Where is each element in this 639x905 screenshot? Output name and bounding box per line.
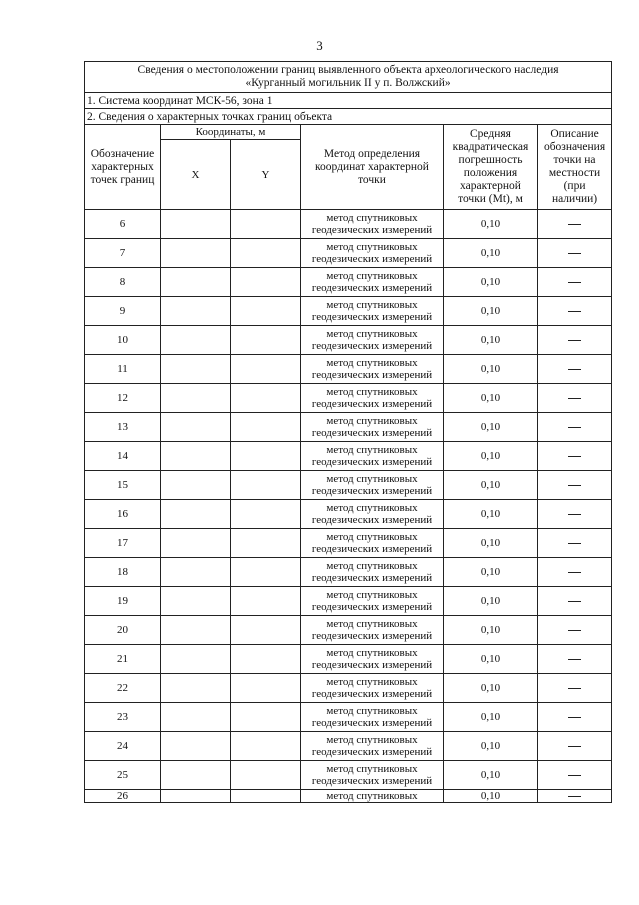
method-cell xyxy=(301,471,444,500)
method-cell-text: метод спутниковых геодезических измерений xyxy=(311,734,433,758)
point-cell-text: 14 xyxy=(117,450,128,462)
error-cell xyxy=(444,442,538,471)
point-cell xyxy=(85,529,161,558)
y-cell xyxy=(231,790,301,803)
y-cell xyxy=(231,529,301,558)
method-cell xyxy=(301,355,444,384)
point-cell xyxy=(85,616,161,645)
method-cell-text: метод спутниковых геодезических измерений xyxy=(311,618,433,642)
y-cell xyxy=(231,558,301,587)
x-cell xyxy=(161,384,231,413)
y-cell xyxy=(231,239,301,268)
description-cell xyxy=(538,500,612,529)
method-cell xyxy=(301,674,444,703)
x-cell xyxy=(161,413,231,442)
dash-icon xyxy=(568,282,581,283)
error-cell xyxy=(444,355,538,384)
description-cell xyxy=(538,239,612,268)
y-cell xyxy=(231,703,301,732)
y-cell xyxy=(231,268,301,297)
table-row xyxy=(85,732,612,761)
x-cell xyxy=(161,674,231,703)
table-title-row xyxy=(85,62,612,93)
error-cell-text: 0,10 xyxy=(480,624,501,636)
dash-icon xyxy=(568,485,581,486)
method-cell-text: метод спутниковых геодезических измерений xyxy=(311,270,433,294)
method-cell xyxy=(301,326,444,355)
error-cell xyxy=(444,239,538,268)
method-cell xyxy=(301,500,444,529)
table-row xyxy=(85,442,612,471)
dash-icon xyxy=(568,427,581,428)
description-cell xyxy=(538,471,612,500)
x-cell xyxy=(161,210,231,239)
error-cell xyxy=(444,645,538,674)
y-cell xyxy=(231,732,301,761)
description-cell xyxy=(538,210,612,239)
x-cell xyxy=(161,442,231,471)
table-row xyxy=(85,355,612,384)
y-cell xyxy=(231,761,301,790)
dash-icon xyxy=(568,369,581,370)
point-cell-text: 15 xyxy=(117,479,128,491)
section2-row xyxy=(85,109,612,125)
y-cell xyxy=(231,587,301,616)
table-row xyxy=(85,471,612,500)
method-cell-text: метод спутниковых геодезических измерений xyxy=(311,647,433,671)
error-cell-text: 0,10 xyxy=(480,653,501,665)
dash-icon xyxy=(568,253,581,254)
method-cell-text: метод спутниковых геодезических измерений xyxy=(311,415,433,439)
description-cell xyxy=(538,674,612,703)
error-cell xyxy=(444,587,538,616)
x-cell xyxy=(161,761,231,790)
method-cell xyxy=(301,384,444,413)
method-cell-text: метод спутниковых геодезических измерений xyxy=(311,386,433,410)
error-cell-text: 0,10 xyxy=(480,276,501,288)
point-cell xyxy=(85,645,161,674)
method-cell-text: метод спутниковых геодезических измерений xyxy=(311,328,433,352)
x-cell xyxy=(161,500,231,529)
description-cell xyxy=(538,558,612,587)
table-row xyxy=(85,297,612,326)
dash-icon xyxy=(568,796,581,797)
method-cell xyxy=(301,616,444,645)
y-cell xyxy=(231,674,301,703)
x-cell xyxy=(161,471,231,500)
method-cell-text: метод спутниковых геодезических измерений xyxy=(311,676,433,700)
point-cell-text: 21 xyxy=(117,653,128,665)
table-row xyxy=(85,558,612,587)
dash-icon xyxy=(568,775,581,776)
error-cell-text: 0,10 xyxy=(480,537,501,549)
table-row xyxy=(85,529,612,558)
table-title-line2: «Курганный могильник II у п. Волжский» xyxy=(245,77,451,89)
point-cell-text: 19 xyxy=(117,595,128,607)
method-cell xyxy=(301,529,444,558)
dash-icon xyxy=(568,340,581,341)
point-cell xyxy=(85,761,161,790)
y-cell xyxy=(231,645,301,674)
table-row xyxy=(85,384,612,413)
method-cell xyxy=(301,790,444,803)
dash-icon xyxy=(568,543,581,544)
x-cell xyxy=(161,355,231,384)
dash-icon xyxy=(568,659,581,660)
method-cell-text: метод спутниковых геодезических измерений xyxy=(311,357,433,381)
error-cell-text: 0,10 xyxy=(480,566,501,578)
point-cell-text: 22 xyxy=(117,682,128,694)
point-cell-text: 8 xyxy=(119,276,126,288)
method-cell-text: метод спутниковых геодезических измерений xyxy=(311,444,433,468)
y-cell xyxy=(231,413,301,442)
dash-icon xyxy=(568,717,581,718)
y-cell xyxy=(231,500,301,529)
point-cell-text: 20 xyxy=(117,624,128,636)
error-cell xyxy=(444,732,538,761)
error-cell xyxy=(444,616,538,645)
point-cell-text: 25 xyxy=(117,769,128,781)
error-cell xyxy=(444,790,538,803)
point-cell-text: 26 xyxy=(117,790,128,802)
table-row xyxy=(85,645,612,674)
y-cell xyxy=(231,442,301,471)
point-cell xyxy=(85,239,161,268)
method-cell xyxy=(301,645,444,674)
table-row xyxy=(85,703,612,732)
error-cell-text: 0,10 xyxy=(480,479,501,491)
section2-text: 2. Сведения о характерных точках границ объекта xyxy=(85,109,612,125)
y-cell xyxy=(231,355,301,384)
point-cell xyxy=(85,413,161,442)
point-cell xyxy=(85,500,161,529)
header-coordinates: Координаты, м xyxy=(161,125,301,140)
point-cell-text: 16 xyxy=(117,508,128,520)
error-cell-text: 0,10 xyxy=(480,508,501,520)
error-cell-text: 0,10 xyxy=(480,711,501,723)
point-cell-text: 13 xyxy=(117,421,128,433)
dash-icon xyxy=(568,514,581,515)
error-cell xyxy=(444,674,538,703)
point-cell-text: 11 xyxy=(117,363,128,375)
header-point-label: Обозначение характерных точек границ xyxy=(85,125,161,210)
error-cell xyxy=(444,703,538,732)
method-cell-text: метод спутниковых геодезических измерений xyxy=(311,502,433,526)
x-cell xyxy=(161,268,231,297)
point-cell-text: 7 xyxy=(119,247,126,259)
table-title-line1: Сведения о местоположении границ выявленного объекта археологического наследия xyxy=(137,64,559,76)
method-cell-text: метод спутниковых геодезических измерений xyxy=(311,531,433,555)
error-cell xyxy=(444,326,538,355)
method-cell xyxy=(301,761,444,790)
method-cell-text: метод спутниковых xyxy=(326,790,418,802)
point-cell-text: 12 xyxy=(117,392,128,404)
method-cell-text: метод спутниковых геодезических измерений xyxy=(311,763,433,787)
method-cell-text: метод спутниковых геодезических измерений xyxy=(311,473,433,497)
header-x: X xyxy=(161,140,231,210)
dash-icon xyxy=(568,688,581,689)
description-cell xyxy=(538,645,612,674)
method-cell xyxy=(301,732,444,761)
description-cell xyxy=(538,703,612,732)
method-cell xyxy=(301,587,444,616)
point-cell xyxy=(85,384,161,413)
method-cell xyxy=(301,239,444,268)
x-cell xyxy=(161,790,231,803)
description-cell xyxy=(538,326,612,355)
method-cell xyxy=(301,558,444,587)
point-cell xyxy=(85,210,161,239)
method-cell-text: метод спутниковых геодезических измерений xyxy=(311,560,433,584)
error-cell-text: 0,10 xyxy=(480,392,501,404)
table-row xyxy=(85,210,612,239)
description-cell xyxy=(538,355,612,384)
x-cell xyxy=(161,558,231,587)
dash-icon xyxy=(568,224,581,225)
method-cell xyxy=(301,413,444,442)
dash-icon xyxy=(568,630,581,631)
error-cell xyxy=(444,210,538,239)
table-row xyxy=(85,761,612,790)
coord-system-text: 1. Система координат МСК-56, зона 1 xyxy=(85,93,612,109)
error-cell-text: 0,10 xyxy=(480,450,501,462)
description-cell xyxy=(538,761,612,790)
x-cell xyxy=(161,645,231,674)
point-cell xyxy=(85,558,161,587)
error-cell-text: 0,10 xyxy=(480,790,501,802)
point-cell xyxy=(85,732,161,761)
point-cell xyxy=(85,703,161,732)
header-error: Средняя квадратическая погрешность положения характерной точки (Mt), м xyxy=(444,125,538,210)
method-cell-text: метод спутниковых геодезических измерений xyxy=(311,589,433,613)
dash-icon xyxy=(568,746,581,747)
y-cell xyxy=(231,326,301,355)
method-cell-text: метод спутниковых геодезических измерений xyxy=(311,212,433,236)
point-cell xyxy=(85,790,161,803)
dash-icon xyxy=(568,311,581,312)
error-cell-text: 0,10 xyxy=(480,769,501,781)
x-cell xyxy=(161,326,231,355)
error-cell-text: 0,10 xyxy=(480,218,501,230)
error-cell-text: 0,10 xyxy=(480,363,501,375)
header-description: Описание обозначения точки на местности (при наличии) xyxy=(538,125,612,210)
table-row xyxy=(85,239,612,268)
point-cell xyxy=(85,471,161,500)
description-cell xyxy=(538,790,612,803)
dash-icon xyxy=(568,398,581,399)
error-cell-text: 0,10 xyxy=(480,421,501,433)
error-cell xyxy=(444,471,538,500)
point-cell-text: 24 xyxy=(117,740,128,752)
description-cell xyxy=(538,616,612,645)
point-cell xyxy=(85,355,161,384)
table-row xyxy=(85,500,612,529)
table-title xyxy=(85,62,612,93)
method-cell-text: метод спутниковых геодезических измерений xyxy=(311,705,433,729)
table-row xyxy=(85,674,612,703)
error-cell xyxy=(444,529,538,558)
method-cell xyxy=(301,442,444,471)
method-cell xyxy=(301,268,444,297)
x-cell xyxy=(161,732,231,761)
table-row xyxy=(85,268,612,297)
table-row xyxy=(85,616,612,645)
boundary-points-table xyxy=(84,61,612,803)
point-cell xyxy=(85,587,161,616)
table-row xyxy=(85,413,612,442)
error-cell xyxy=(444,500,538,529)
x-cell xyxy=(161,529,231,558)
method-cell-text: метод спутниковых геодезических измерений xyxy=(311,241,433,265)
x-cell xyxy=(161,703,231,732)
description-cell xyxy=(538,732,612,761)
dash-icon xyxy=(568,456,581,457)
point-cell-text: 17 xyxy=(117,537,128,549)
point-cell-text: 10 xyxy=(117,334,128,346)
point-cell xyxy=(85,268,161,297)
error-cell xyxy=(444,268,538,297)
description-cell xyxy=(538,384,612,413)
point-cell xyxy=(85,442,161,471)
x-cell xyxy=(161,616,231,645)
coord-system-row xyxy=(85,93,612,109)
description-cell xyxy=(538,413,612,442)
description-cell xyxy=(538,442,612,471)
x-cell xyxy=(161,587,231,616)
table-row xyxy=(85,587,612,616)
method-cell xyxy=(301,297,444,326)
error-cell-text: 0,10 xyxy=(480,595,501,607)
error-cell xyxy=(444,761,538,790)
y-cell xyxy=(231,384,301,413)
point-cell-text: 23 xyxy=(117,711,128,723)
error-cell xyxy=(444,297,538,326)
error-cell-text: 0,10 xyxy=(480,247,501,259)
x-cell xyxy=(161,239,231,268)
x-cell xyxy=(161,297,231,326)
description-cell xyxy=(538,268,612,297)
dash-icon xyxy=(568,572,581,573)
point-cell-text: 18 xyxy=(117,566,128,578)
description-cell xyxy=(538,587,612,616)
description-cell xyxy=(538,297,612,326)
header-method: Метод определения координат характерной точки xyxy=(301,125,444,210)
y-cell xyxy=(231,297,301,326)
error-cell-text: 0,10 xyxy=(480,334,501,346)
method-cell xyxy=(301,703,444,732)
point-cell-text: 6 xyxy=(119,218,126,230)
point-cell xyxy=(85,297,161,326)
method-cell xyxy=(301,210,444,239)
error-cell xyxy=(444,384,538,413)
error-cell xyxy=(444,413,538,442)
header-row-1 xyxy=(85,125,612,140)
error-cell xyxy=(444,558,538,587)
error-cell-text: 0,10 xyxy=(480,740,501,752)
y-cell xyxy=(231,210,301,239)
description-cell xyxy=(538,529,612,558)
table-row xyxy=(85,326,612,355)
y-cell xyxy=(231,616,301,645)
header-y: Y xyxy=(231,140,301,210)
error-cell-text: 0,10 xyxy=(480,305,501,317)
error-cell-text: 0,10 xyxy=(480,682,501,694)
table-row xyxy=(85,790,612,803)
point-cell-text: 9 xyxy=(119,305,126,317)
method-cell-text: метод спутниковых геодезических измерений xyxy=(311,299,433,323)
y-cell xyxy=(231,471,301,500)
point-cell xyxy=(85,326,161,355)
dash-icon xyxy=(568,601,581,602)
point-cell xyxy=(85,674,161,703)
page-number: 3 xyxy=(316,38,323,53)
